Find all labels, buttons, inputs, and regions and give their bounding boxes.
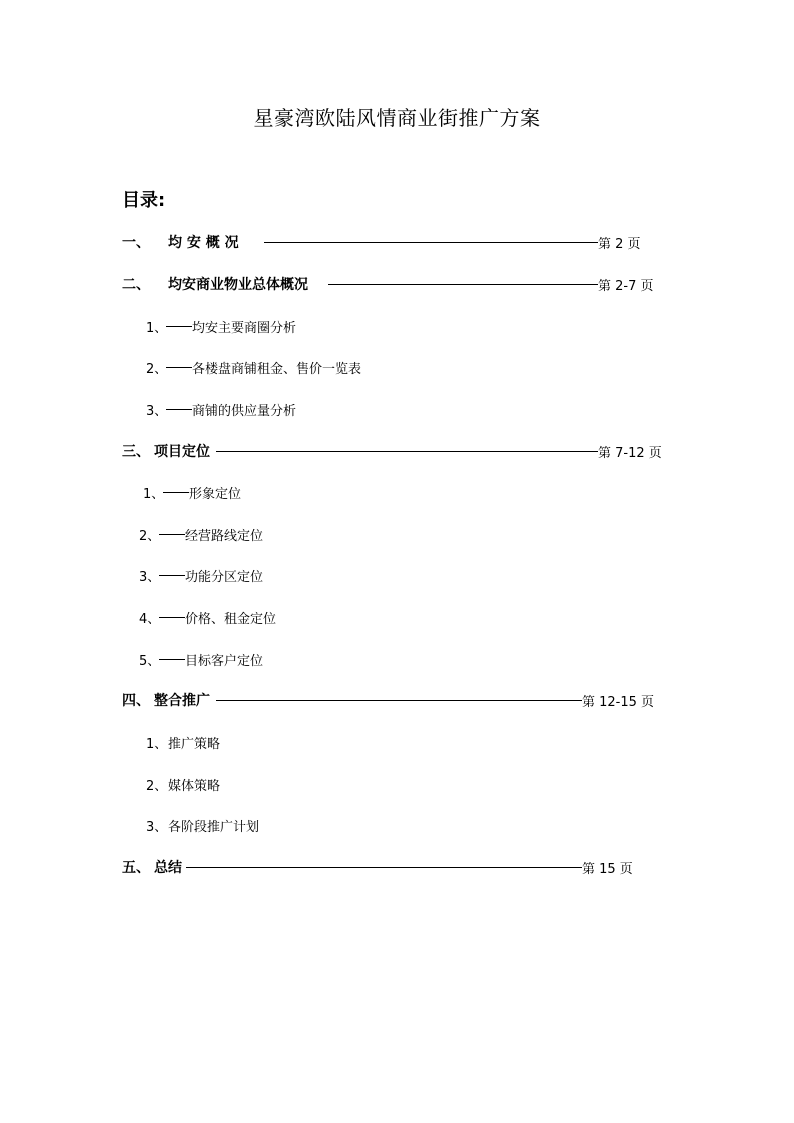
toc-subitem-number: 3、 (146, 403, 168, 419)
toc-page-ref: 第 2 页 (598, 236, 641, 252)
toc-subitem-label: 目标客户定位 (185, 653, 264, 669)
toc-subitem-label: 经营路线定位 (185, 528, 264, 544)
toc-page-ref: 第 7-12 页 (598, 445, 662, 461)
toc-heading: 目录: (122, 190, 166, 211)
toc-subitem (146, 774, 220, 794)
toc-subitem-number: 3、 (146, 819, 168, 835)
toc-subitem-number: 2、 (146, 778, 168, 794)
toc-leader-line (328, 284, 598, 285)
toc-section-number: 五、 (122, 860, 150, 876)
toc-subitem-number: 3、 (139, 569, 161, 585)
toc-subitem (146, 357, 361, 377)
toc-section-5 (122, 857, 633, 877)
toc-section-number: 一、 (122, 235, 150, 251)
toc-subitem-label: 各楼盘商铺租金、售价一览表 (192, 361, 362, 377)
document-title: 星豪湾欧陆风情商业街推广方案 (253, 106, 541, 130)
toc-section-label: 均安商业物业总体概况 (168, 277, 308, 293)
toc-subitem-number: 1、 (146, 320, 168, 336)
toc-page-ref: 第 2-7 页 (598, 278, 654, 294)
toc-subitem-label: 形象定位 (189, 486, 242, 502)
toc-subitem-dash (159, 617, 185, 618)
toc-section-4 (122, 690, 654, 710)
toc-subitem-number: 1、 (146, 736, 168, 752)
toc-subitem-number: 2、 (139, 528, 161, 544)
toc-subitem (139, 649, 263, 669)
toc-section-number: 三、 (122, 444, 150, 460)
toc-subitem-label: 功能分区定位 (185, 569, 264, 585)
toc-subitem (146, 732, 220, 752)
toc-subitem (143, 482, 241, 502)
toc-subitem-number: 4、 (139, 611, 161, 627)
toc-subitem-dash (163, 492, 189, 493)
toc-subitem-dash (159, 659, 185, 660)
toc-page-ref: 第 12-15 页 (582, 694, 655, 710)
toc-subitem-label: 媒体策略 (168, 778, 221, 794)
toc-subitem (146, 399, 296, 419)
toc-leader-line (216, 451, 598, 452)
toc-subitem-label: 价格、租金定位 (185, 611, 277, 627)
toc-subitem-number: 2、 (146, 361, 168, 377)
toc-subitem-label: 商铺的供应量分析 (192, 403, 297, 419)
toc-section-number: 二、 (122, 277, 150, 293)
toc-subitem (146, 815, 259, 835)
toc-subitem (146, 316, 296, 336)
toc-subitem (139, 524, 263, 544)
toc-subitem-dash (159, 575, 185, 576)
toc-subitem-number: 1、 (143, 486, 165, 502)
toc-page-ref: 第 15 页 (582, 861, 633, 877)
toc-subitem-label: 均安主要商圈分析 (192, 320, 297, 336)
toc-subitem (139, 565, 263, 585)
toc-subitem-dash (166, 367, 192, 368)
toc-section-number: 四、 (122, 693, 150, 709)
toc-subitem-dash (166, 409, 192, 410)
toc-section-label: 项目定位 (154, 444, 210, 460)
toc-section-1 (122, 232, 641, 252)
toc-subitem-label: 推广策略 (168, 736, 221, 752)
toc-section-label: 整合推广 (154, 693, 210, 709)
toc-section-label: 均 安 概 况 (168, 235, 239, 251)
toc-leader-line (186, 867, 582, 868)
toc-subitem-dash (159, 534, 185, 535)
toc-subitem-number: 5、 (139, 653, 161, 669)
toc-subitem-label: 各阶段推广计划 (168, 819, 260, 835)
toc-leader-line (216, 700, 582, 701)
toc-section-label: 总结 (154, 860, 182, 876)
toc-leader-line (264, 242, 598, 243)
toc-subitem-dash (166, 326, 192, 327)
toc-subitem (139, 607, 276, 627)
toc-section-3 (122, 441, 662, 461)
toc-section-2 (122, 274, 654, 294)
